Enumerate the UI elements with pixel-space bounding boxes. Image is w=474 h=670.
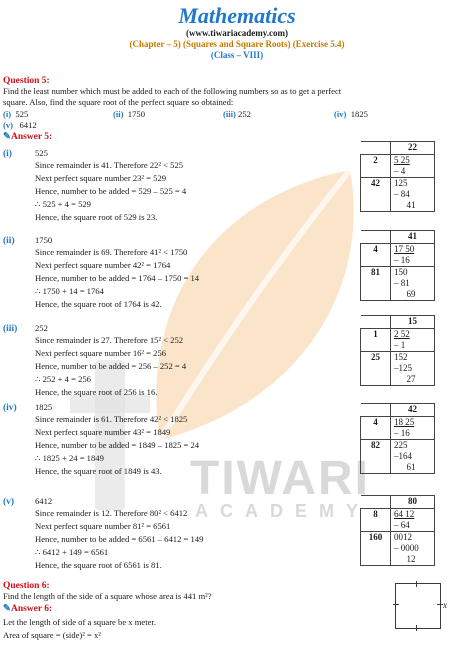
part-step: ∴ 1825 + 24 = 1849 (35, 453, 104, 463)
pencil-icon: ✎ (3, 604, 11, 614)
part-step: ∴ 525 + 4 = 529 (35, 199, 91, 209)
remainder-1: 152 (394, 351, 408, 362)
option-iv (334, 109, 368, 120)
subtract-1: – 4 (394, 165, 406, 176)
option-value: 1750 (127, 109, 145, 119)
part-step: ∴ 1750 + 14 = 1764 (35, 286, 104, 296)
answer-5-heading: ✎Answer 5: (3, 132, 53, 142)
part-step: ∴ 252 + 4 = 256 (35, 374, 91, 384)
dividend: 64 12 (394, 508, 415, 519)
division-table (360, 403, 435, 474)
dividend: 18 25 (394, 416, 415, 427)
part-step: Next perfect square number 16² = 256 (35, 348, 167, 358)
part-step: Hence, number to be added = 529 – 525 = 4 (35, 186, 187, 196)
divisor-2: 25 (361, 351, 391, 385)
option-i (3, 109, 28, 120)
part-label: (iii) (3, 324, 18, 334)
dividend: 17 50 (394, 243, 415, 254)
subtract-2: – 0000 (394, 542, 419, 553)
part-step: Next perfect square number 43² = 1849 (35, 427, 171, 437)
subtract-2: – 84 (394, 188, 410, 199)
answer-6-line-1: Let the length of side of a square be x meter. (3, 617, 156, 627)
subtract-1: – 64 (394, 519, 410, 530)
part-label: (ii) (3, 236, 15, 246)
option-label: (i) (3, 109, 12, 119)
part-step: Hence, the square root of 256 is 16. (35, 387, 158, 397)
quotient: 22 (391, 142, 435, 155)
option-label: (ii) (113, 109, 124, 119)
question-5-text-2: square. Also, find the square root of the perfect square so obtained: (3, 97, 234, 107)
part-step: Hence, the square root of 529 is 23. (35, 212, 158, 222)
option-value: 6412 (19, 120, 37, 130)
question-5-text-1: Find the least number which must be added to each of the following numbers so as to get a perfect (3, 86, 342, 96)
subtract-1: – 1 (394, 339, 406, 350)
divisor-1: 2 (361, 154, 391, 177)
part-step: ∴ 6412 + 149 = 6561 (35, 547, 109, 557)
option-v (3, 120, 37, 131)
option-label: (v) (3, 120, 14, 130)
remainder-1: 150 (394, 266, 408, 277)
divisor-2: 42 (361, 177, 391, 211)
subtract-2: –125 (394, 362, 412, 373)
divisor-2: 160 (361, 531, 391, 565)
option-value: 252 (238, 109, 251, 119)
divisor-2: 81 (361, 266, 391, 300)
divisor-1: 4 (361, 416, 391, 439)
square-figure (395, 583, 441, 629)
part-step: Next perfect square number 42² = 1764 (35, 260, 171, 270)
division-table (360, 495, 435, 566)
subtract-2: –164 (394, 450, 412, 461)
option-value: 525 (15, 109, 29, 119)
dividend: 5 25 (394, 154, 410, 165)
part-label: (i) (3, 149, 12, 159)
answer-6-heading: ✎Answer 6: (3, 604, 53, 614)
question-6-heading: Question 6: (3, 581, 50, 591)
final-remainder: 12 (406, 553, 416, 564)
answer-6-line-2: Area of square = (side)² = x² (3, 630, 101, 640)
option-value: 1825 (350, 109, 368, 119)
option-iii (223, 109, 251, 120)
part-step: Since remainder is 69. Therefore 41² < 1750 (35, 247, 188, 257)
question-5-heading: Question 5: (3, 76, 50, 86)
quotient: 41 (391, 231, 435, 244)
subtract-1: – 16 (394, 254, 410, 265)
site-url: (www.tiwariacademy.com) (186, 28, 288, 38)
part-step: Hence, the square root of 1764 is 42. (35, 299, 162, 309)
part-number: 1825 (35, 402, 53, 412)
final-remainder: 41 (406, 199, 416, 210)
part-step: Since remainder is 41. Therefore 22² < 525 (35, 160, 184, 170)
part-number: 252 (35, 323, 48, 333)
part-step: Since remainder is 61. Therefore 42² < 1825 (35, 414, 188, 424)
quotient: 80 (391, 496, 435, 509)
part-step: Since remainder is 27. Therefore 15² < 252 (35, 335, 184, 345)
divisor-1: 8 (361, 508, 391, 531)
divisor-1: 4 (361, 243, 391, 266)
part-number: 6412 (35, 496, 53, 506)
divisor-2: 82 (361, 439, 391, 473)
part-step: Hence, the square root of 6561 is 81. (35, 560, 162, 570)
option-label: (iv) (334, 109, 347, 119)
final-remainder: 69 (406, 288, 416, 299)
part-label: (v) (3, 497, 15, 507)
division-table (360, 230, 435, 301)
part-number: 525 (35, 148, 48, 158)
remainder-1: 225 (394, 439, 408, 450)
option-ii (113, 109, 145, 120)
option-label: (iii) (223, 109, 236, 119)
part-step: Since remainder is 12. Therefore 80² < 6412 (35, 508, 188, 518)
class-line: (Class – VIII) (210, 50, 264, 60)
quotient: 15 (391, 316, 435, 329)
part-step: Hence, number to be added = 1849 – 1825 = 24 (35, 440, 200, 450)
remainder-1: 0012 (394, 531, 412, 542)
chapter-line: (Chapter – 5) (Squares and Square Roots) (Exercise 5.4) (129, 39, 345, 49)
question-6-text: Find the length of the side of a square whose area is 441 m²? (3, 591, 212, 601)
page-title: Mathematics (178, 3, 296, 28)
part-step: Next perfect square number 23² = 529 (35, 173, 167, 183)
part-step: Next perfect square number 81² = 6561 (35, 521, 171, 531)
remainder-1: 125 (394, 177, 408, 188)
pencil-icon: ✎ (3, 132, 11, 142)
final-remainder: 27 (406, 373, 416, 384)
part-step: Hence, number to be added = 6561 – 6412 = 149 (35, 534, 204, 544)
watermark-subtext: ACADEMY (195, 501, 371, 521)
part-step: Hence, number to be added = 1764 – 1750 = 14 (35, 273, 200, 283)
part-step: Hence, the square root of 1849 is 43. (35, 466, 162, 476)
quotient: 42 (391, 404, 435, 417)
subtract-1: – 16 (394, 427, 410, 438)
divisor-1: 1 (361, 328, 391, 351)
subtract-2: – 81 (394, 277, 410, 288)
part-label: (iv) (3, 403, 17, 413)
division-table (360, 315, 435, 386)
division-table (360, 141, 435, 212)
part-step: Hence, number to be added = 256 – 252 = 4 (35, 361, 187, 371)
final-remainder: 61 (406, 461, 416, 472)
watermark-text: TIWARI (190, 452, 370, 505)
dividend: 2 52 (394, 328, 410, 339)
part-number: 1750 (35, 235, 53, 245)
side-label: x (443, 600, 447, 610)
